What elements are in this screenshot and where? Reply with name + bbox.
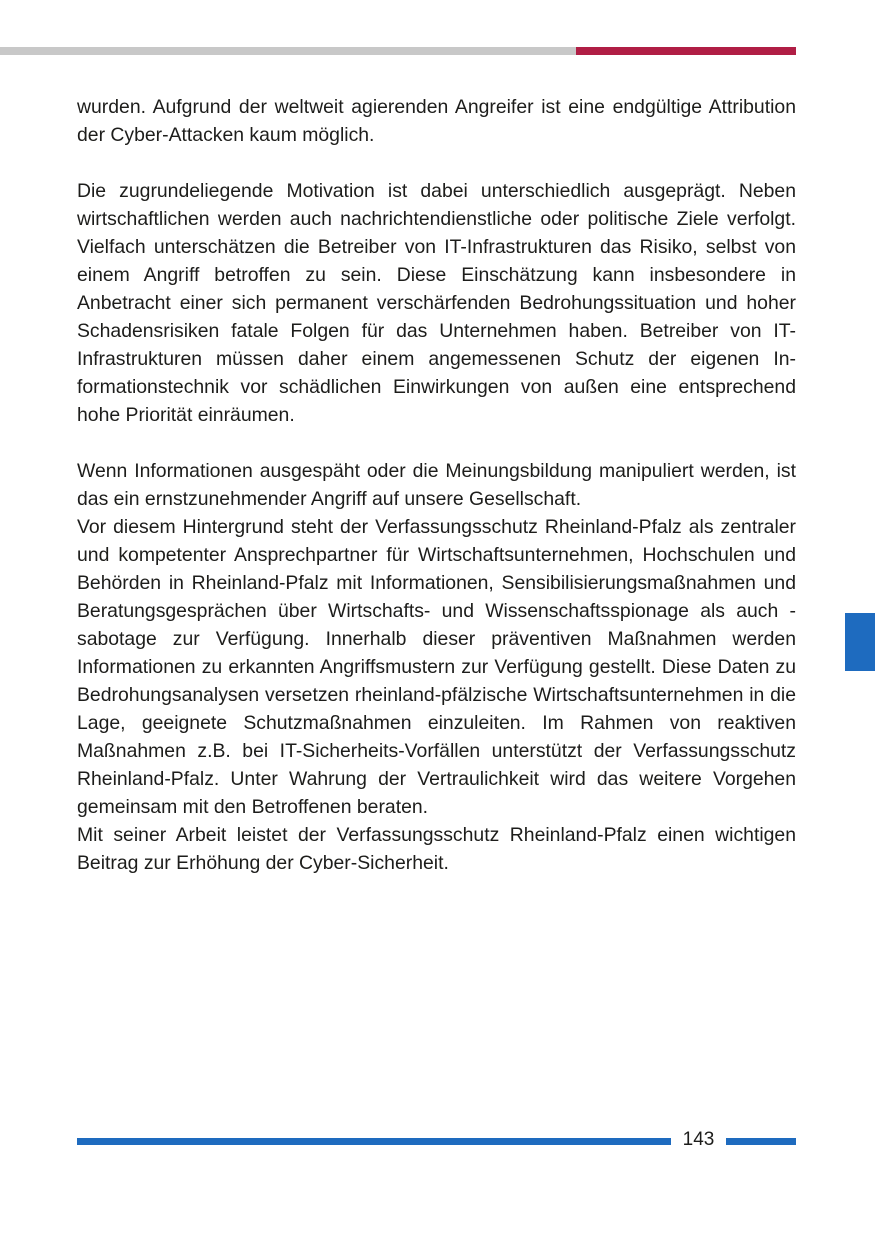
chapter-tab-marker bbox=[845, 613, 875, 671]
paragraph-attribution: wurden. Aufgrund der weltweit agierenden Angreifer ist eine endgültige Attribution der Cyber-Attacken kaum möglich. bbox=[77, 96, 796, 146]
header-rule-gray bbox=[0, 47, 576, 55]
footer-rule-right bbox=[726, 1138, 796, 1145]
paragraph-verfassungsschutz-role: Vor diesem Hintergrund steht der Verfassungsschutz Rheinland-Pfalz als zentraler und kompetenter Ansprechpartner für Wirtschaftsunternehmen, Hochschulen und Behörden in Rheinland-Pfalz mit Informationen, Sensibilisierungsmaßnahmen und Beratungsgesprächen über Wirtschafts- und Wissenschaftsspionage als auch -sabotage zur Verfügung. Innerhalb dieser präventiven Maßnahmen werden Informationen zu erkannten Angriffsmustern zur Verfügung gestellt. Diese Daten zu Bedrohungsanalysen versetzen rheinland-pfälzische Wirtschaftsunternehmen in die Lage, geeignete Schutzmaßnahmen einzuleiten. Im Rahmen von reaktiven Maßnahmen z.B. bei IT-Sicherheits-Vorfällen unterstützt der Verfassungsschutz Rheinland-Pfalz. Unter Wahrung der Vertraulichkeit wird das weitere Vorgehen gemeinsam mit den Betroffenen beraten. bbox=[77, 516, 796, 818]
footer-rule-left bbox=[77, 1138, 671, 1145]
paragraph-attack-on-society: Wenn Informationen ausgespäht oder die Meinungsbildung manipuliert werden, ist das ein ernstzunehmender Angriff auf unsere Gesellschaft. bbox=[77, 460, 796, 510]
header-rule-red bbox=[576, 47, 796, 55]
paragraph-motivation: Die zugrundeliegende Motivation ist dabei unterschiedlich ausgeprägt. Neben wirtschaftlichen werden auch nachrichtendienstliche oder politische Ziele verfolgt. Vielfach unterschätzen die Betreiber von IT-Infrastrukturen das Risiko, selbst von einem Angriff betroffen zu sein. Diese Einschätzung kann insbesondere in Anbetracht einer sich permanent verschärfenden Bedrohungssituation und hoher Schadensrisiken fatale Folgen für das Unternehmen haben. Betreiber von IT-Infrastrukturen müssen daher einem angemessenen Schutz der eigenen Informationstechnik vor schädlichen Einwirkungen von außen eine entsprechend hohe Priorität einräumen. bbox=[77, 180, 796, 426]
body-text bbox=[77, 93, 796, 877]
paragraph-contribution: Mit seiner Arbeit leistet der Verfassungsschutz Rheinland-Pfalz einen wichtigen Beitrag zur Erhöhung der Cyber-Sicherheit. bbox=[77, 824, 796, 874]
page-number: 143 bbox=[682, 1129, 715, 1150]
